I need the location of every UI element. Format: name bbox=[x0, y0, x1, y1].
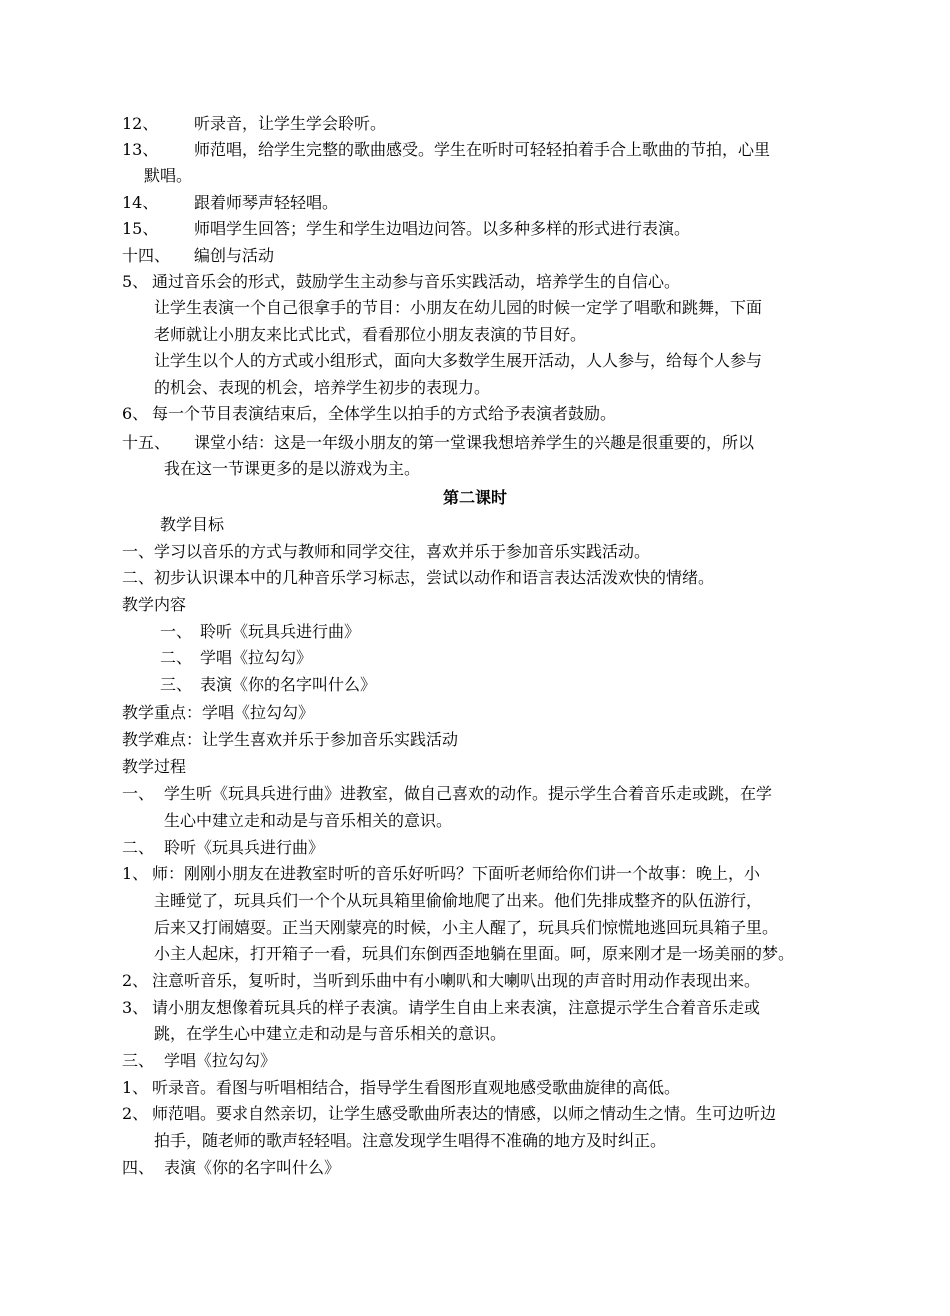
process-heading: 教学过程 bbox=[122, 757, 187, 776]
item-text: 每一个节目表演结束后，全体学生以拍手的方式给予表演者鼓励。 bbox=[152, 404, 617, 423]
section-text: 我在这一节课更多的是以游戏为主。 bbox=[164, 459, 421, 478]
content-number: 三、 bbox=[160, 675, 193, 694]
goal-item: 二、初步认识课本中的几种音乐学习标志，尝试以动作和语言表达活泼欢快的情绪。 bbox=[122, 568, 715, 587]
sub-step-text: 拍手，随老师的歌声轻轻唱。注意发现学生唱得不准确的地方及时纠正。 bbox=[154, 1131, 667, 1150]
section-heading: 编创与活动 bbox=[194, 246, 275, 265]
lesson-title: 第二课时 bbox=[442, 488, 507, 507]
step-number: 二、 bbox=[122, 838, 155, 857]
sub-step-text: 后来又打闹嬉耍。正当天刚蒙亮的时候，小主人醒了，玩具兵们惊慌地逃回玩具箱子里。 bbox=[154, 918, 779, 937]
section-text: 课堂小结：这是一年级小朋友的第一堂课我想培养学生的兴趣是很重要的，所以 bbox=[194, 433, 755, 452]
item-text: 听录音，让学生学会聆听。 bbox=[194, 114, 387, 133]
step-text: 生心中建立走和动是与音乐相关的意识。 bbox=[164, 811, 453, 830]
content-item: 聆听《玩具兵进行曲》 bbox=[200, 622, 361, 641]
step-text: 聆听《玩具兵进行曲》 bbox=[164, 838, 325, 857]
sub-step-number: 2、 bbox=[122, 1104, 149, 1123]
item-text: 师范唱，给学生完整的歌曲感受。学生在听时可轻轻拍着手合上歌曲的节拍，心里 bbox=[194, 140, 771, 159]
step-number: 三、 bbox=[122, 1051, 155, 1070]
sub-step-text: 小主人起床，打开箱子一看，玩具们东倒西歪地躺在里面。呵，原来刚才是一场美丽的梦。 bbox=[154, 944, 795, 963]
item-text: 通过音乐会的形式，鼓励学生主动参与音乐实践活动，培养学生的自信心。 bbox=[152, 272, 681, 291]
section-number: 十四、 bbox=[122, 246, 171, 265]
item-text: 跟着师琴声轻轻唱。 bbox=[194, 193, 339, 212]
item-number: 6、 bbox=[122, 404, 149, 423]
paragraph-text: 的机会、表现的机会，培养学生初步的表现力。 bbox=[154, 378, 491, 397]
step-number: 四、 bbox=[122, 1158, 155, 1177]
item-number: 14、 bbox=[122, 193, 159, 212]
item-number: 5、 bbox=[122, 272, 149, 291]
sub-step-number: 3、 bbox=[122, 998, 149, 1017]
content-item: 学唱《拉勾勾》 bbox=[200, 648, 313, 667]
sub-step-text: 注意听音乐，复听时，当听到乐曲中有小喇叭和大喇叭出现的声音时用动作表现出来。 bbox=[152, 971, 761, 990]
sub-step-number: 2、 bbox=[122, 971, 149, 990]
step-text: 学唱《拉勾勾》 bbox=[164, 1051, 277, 1070]
paragraph-text: 老师就让小朋友来比式比式，看看那位小朋友表演的节目好。 bbox=[154, 325, 587, 344]
sub-step-text: 跳，在学生心中建立走和动是与音乐相关的意识。 bbox=[154, 1024, 507, 1043]
item-number: 15、 bbox=[122, 219, 159, 238]
goals-heading: 教学目标 bbox=[160, 515, 225, 534]
item-text: 师唱学生回答；学生和学生边唱边问答。以多种多样的形式进行表演。 bbox=[194, 219, 691, 238]
content-number: 一、 bbox=[160, 622, 193, 641]
sub-step-number: 1、 bbox=[122, 1078, 149, 1097]
sub-step-text: 听录音。看图与听唱相结合，指导学生看图形直观地感受歌曲旋律的高低。 bbox=[152, 1078, 681, 1097]
content-heading: 教学内容 bbox=[122, 595, 187, 614]
sub-step-text: 主睡觉了，玩具兵们一个个从玩具箱里偷偷地爬了出来。他们先排成整齐的队伍游行， bbox=[154, 891, 763, 910]
goal-item: 一、学习以音乐的方式与教师和同学交往，喜欢并乐于参加音乐实践活动。 bbox=[122, 542, 651, 561]
sub-step-number: 1、 bbox=[122, 864, 149, 883]
content-item: 表演《你的名字叫什么》 bbox=[200, 675, 377, 694]
section-number: 十五、 bbox=[122, 433, 171, 452]
sub-step-text: 请小朋友想像着玩具兵的样子表演。请学生自由上来表演，注意提示学生合着音乐走或 bbox=[152, 998, 761, 1017]
key-point: 教学重点：学唱《拉勾勾》 bbox=[122, 703, 315, 722]
step-number: 一、 bbox=[122, 784, 155, 803]
item-number: 12、 bbox=[122, 114, 159, 133]
step-text: 学生听《玩具兵进行曲》进教室，做自己喜欢的动作。提示学生合着音乐走或跳，在学 bbox=[164, 784, 773, 803]
item-number: 13、 bbox=[122, 140, 159, 159]
paragraph-text: 让学生以个人的方式或小组形式，面向大多数学生展开活动，人人参与，给每个人参与 bbox=[154, 351, 763, 370]
difficulty: 教学难点：让学生喜欢并乐于参加音乐实践活动 bbox=[122, 730, 459, 749]
step-text: 表演《你的名字叫什么》 bbox=[164, 1158, 341, 1177]
paragraph-text: 让学生表演一个自己很拿手的节目：小朋友在幼儿园的时候一定学了唱歌和跳舞，下面 bbox=[154, 298, 763, 317]
sub-step-text: 师范唱。要求自然亲切，让学生感受歌曲所表达的情感，以师之情动生之情。生可边听边 bbox=[152, 1104, 777, 1123]
content-number: 二、 bbox=[160, 648, 193, 667]
item-text: 默唱。 bbox=[144, 166, 193, 185]
sub-step-text: 师：刚刚小朋友在进教室时听的音乐好听吗？下面听老师给你们讲一个故事：晚上，小 bbox=[152, 864, 761, 883]
